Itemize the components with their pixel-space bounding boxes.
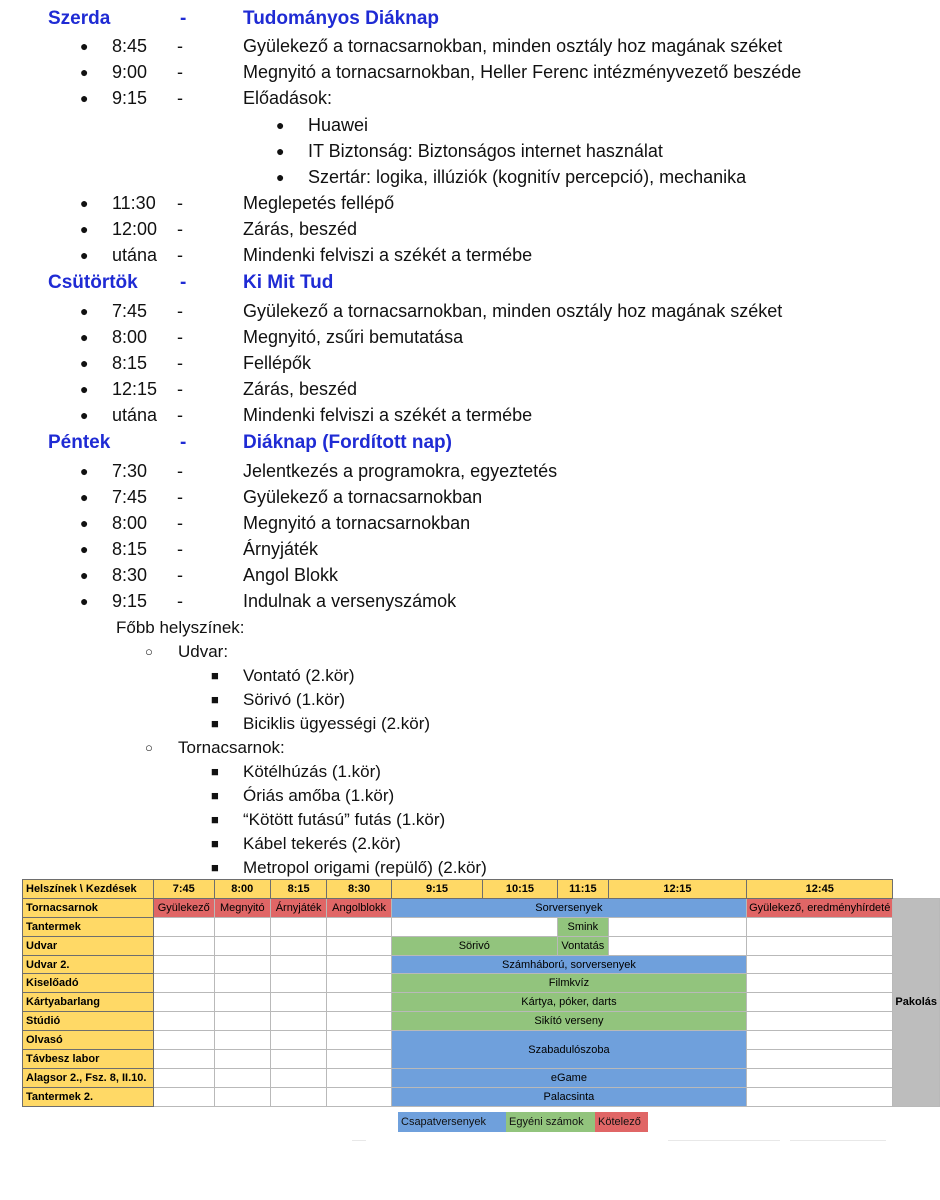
event-cell: Vontatás <box>557 936 608 955</box>
item-desc: Angol Blokk <box>243 565 339 585</box>
row-label: Kiselőadó <box>23 974 154 993</box>
event-cell: Szabadulószoba <box>391 1031 746 1069</box>
row-label: Tantermek 2. <box>23 1087 154 1106</box>
empty-cell <box>327 974 391 993</box>
event-cell: eGame <box>391 1068 746 1087</box>
empty-cell <box>214 1012 270 1031</box>
time-header: 7:45 <box>153 880 214 899</box>
item-dash: - <box>177 513 183 533</box>
empty-cell <box>747 1087 893 1106</box>
item-dash: - <box>177 88 183 108</box>
legend-individual: Egyéni számok <box>506 1112 595 1132</box>
empty-cell <box>214 1050 270 1069</box>
location-item-name: Vontató (2.kör) <box>243 666 355 685</box>
empty-cell <box>214 1068 270 1087</box>
location-item-name: Metropol origami (repülő) (2.kör) <box>243 858 487 877</box>
empty-cell <box>214 1087 270 1106</box>
lecture-desc: Szertár: logika, illúziók (kognitív percepció), mechanika <box>308 167 747 187</box>
timetable-header-row <box>23 880 940 899</box>
item-dash: - <box>177 405 183 425</box>
square-bullet-icon: ■ <box>211 812 219 827</box>
empty-cell <box>214 936 270 955</box>
empty-cell <box>747 936 893 955</box>
item-dash: - <box>177 245 183 265</box>
row-label: Udvar 2. <box>23 955 154 974</box>
event-cell: Smink <box>557 917 608 936</box>
empty-cell <box>270 1087 326 1106</box>
item-desc: Jelentkezés a programokra, egyeztetés <box>243 461 558 481</box>
item-desc: Megnyitó a tornacsarnokban <box>243 513 471 533</box>
location-item-name: Kötélhúzás (1.kör) <box>243 762 381 781</box>
empty-cell <box>327 1050 391 1069</box>
bullet-icon: ● <box>80 567 89 583</box>
square-bullet-icon: ■ <box>211 716 219 731</box>
table-row <box>23 936 940 955</box>
lecture-desc: IT Biztonság: Biztonságos internet használat <box>308 141 663 161</box>
event-cell: Sikító verseny <box>391 1012 746 1031</box>
item-time: 8:00 <box>112 327 148 347</box>
event-cell: Kártya, póker, darts <box>391 993 746 1012</box>
item-time: 12:00 <box>112 219 158 239</box>
empty-cell <box>214 955 270 974</box>
item-dash: - <box>177 36 183 56</box>
timetable-corner: Helszínek \ Kezdések <box>23 880 154 899</box>
empty-cell <box>391 917 557 936</box>
timetable <box>22 879 940 1107</box>
empty-cell <box>747 1068 893 1087</box>
day-name: Csütörtök <box>48 272 138 293</box>
day-dash: - <box>180 8 187 29</box>
item-time: 9:15 <box>112 591 148 611</box>
table-row <box>23 974 940 993</box>
bullet-icon: ● <box>80 515 89 531</box>
empty-cell <box>747 1050 893 1069</box>
empty-cell <box>153 936 214 955</box>
bullet-icon: ● <box>276 169 285 185</box>
empty-cell <box>327 1068 391 1087</box>
empty-cell <box>153 993 214 1012</box>
item-desc: Mindenki felviszi a székét a termébe <box>243 405 533 425</box>
event-cell: Filmkvíz <box>391 974 746 993</box>
empty-cell <box>270 1068 326 1087</box>
empty-cell <box>153 1031 214 1050</box>
item-desc: Gyülekező a tornacsarnokban, minden osztály hoz magának széket <box>243 36 783 56</box>
square-bullet-icon: ■ <box>211 668 219 683</box>
event-cell: Árnyjáték <box>270 898 326 917</box>
location-item-name: Óriás amőba (1.kör) <box>243 786 395 805</box>
item-time: 8:45 <box>112 36 148 56</box>
item-time: utána <box>112 245 158 265</box>
row-label: Tantermek <box>23 917 154 936</box>
empty-cell <box>327 1012 391 1031</box>
legend-mandatory: Kötelező <box>595 1112 648 1132</box>
item-dash: - <box>177 62 183 82</box>
item-time: 11:30 <box>112 193 156 213</box>
item-time: 7:45 <box>112 301 148 321</box>
item-desc: Meglepetés fellépő <box>243 193 395 213</box>
item-dash: - <box>177 565 183 585</box>
empty-cell <box>270 1012 326 1031</box>
location-group-name: Udvar: <box>178 642 229 661</box>
time-header: 9:15 <box>391 880 482 899</box>
bullet-icon: ● <box>80 463 89 479</box>
item-desc: Zárás, beszéd <box>243 219 358 239</box>
day-name: Péntek <box>48 432 111 453</box>
day-title: Ki Mit Tud <box>243 272 334 293</box>
empty-cell <box>270 974 326 993</box>
bullet-icon: ● <box>80 195 89 211</box>
square-bullet-icon: ■ <box>211 788 219 803</box>
divider <box>668 1140 780 1141</box>
bullet-icon: ● <box>80 38 89 54</box>
bullet-icon: ● <box>80 221 89 237</box>
empty-cell <box>327 1031 391 1050</box>
event-cell: Számháború, sorversenyek <box>391 955 746 974</box>
bullet-icon: ● <box>80 489 89 505</box>
item-time: 8:00 <box>112 513 148 533</box>
lecture-desc: Huawei <box>308 115 369 135</box>
table-row <box>23 993 940 1012</box>
day-title: Diáknap (Fordított nap) <box>243 432 452 453</box>
event-cell: Gyülekező <box>153 898 214 917</box>
item-desc: Megnyitó, zsűri bemutatása <box>243 327 464 347</box>
empty-cell <box>747 993 893 1012</box>
item-dash: - <box>177 301 183 321</box>
empty-cell <box>270 955 326 974</box>
location-item-name: Sörivó (1.kör) <box>243 690 346 709</box>
time-header: 12:15 <box>608 880 746 899</box>
legend-team: Csapatversenyek <box>398 1112 506 1132</box>
bullet-icon: ● <box>80 355 89 371</box>
empty-cell <box>327 936 391 955</box>
location-item-name: Biciklis ügyességi (2.kör) <box>243 714 431 733</box>
item-dash: - <box>177 219 183 239</box>
table-row <box>23 1031 940 1050</box>
empty-cell <box>153 917 214 936</box>
bullet-icon: ● <box>80 541 89 557</box>
event-cell: Sorversenyek <box>391 898 746 917</box>
item-desc: Gyülekező a tornacsarnokban <box>243 487 483 507</box>
item-desc: Előadások: <box>243 88 333 108</box>
location-item-name: Kábel tekerés (2.kör) <box>243 834 401 853</box>
item-time: 7:45 <box>112 487 148 507</box>
item-desc: Árnyjáték <box>243 539 319 559</box>
bullet-icon: ● <box>80 381 89 397</box>
circle-bullet-icon: ○ <box>145 644 153 659</box>
event-cell: Megnyitó <box>214 898 270 917</box>
item-time: 8:15 <box>112 539 148 559</box>
square-bullet-icon: ■ <box>211 860 219 875</box>
item-dash: - <box>177 193 183 213</box>
item-time: 8:15 <box>112 353 148 373</box>
empty-cell <box>153 974 214 993</box>
time-header: 8:30 <box>327 880 391 899</box>
empty-cell <box>153 955 214 974</box>
empty-cell <box>270 917 326 936</box>
day-title: Tudományos Diáknap <box>243 8 440 29</box>
item-desc: Zárás, beszéd <box>243 379 358 399</box>
item-time: 8:30 <box>112 565 148 585</box>
empty-cell <box>153 1050 214 1069</box>
empty-cell <box>608 936 746 955</box>
time-header: 11:15 <box>557 880 608 899</box>
empty-cell <box>608 917 746 936</box>
item-time: utána <box>112 405 158 425</box>
item-desc: Gyülekező a tornacsarnokban, minden osztály hoz magának széket <box>243 301 783 321</box>
item-dash: - <box>177 591 183 611</box>
row-label: Távbesz labor <box>23 1050 154 1069</box>
empty-cell <box>214 917 270 936</box>
item-dash: - <box>177 379 183 399</box>
empty-cell <box>214 1031 270 1050</box>
empty-cell <box>747 955 893 974</box>
event-cell: Palacsinta <box>391 1087 746 1106</box>
item-dash: - <box>177 327 183 347</box>
empty-cell <box>747 1031 893 1050</box>
item-desc: Indulnak a versenyszámok <box>243 591 457 611</box>
item-time: 7:30 <box>112 461 148 481</box>
bullet-icon: ● <box>80 303 89 319</box>
location-item-name: “Kötött futású” futás (1.kör) <box>243 810 446 829</box>
item-dash: - <box>177 487 183 507</box>
divider <box>352 1140 366 1141</box>
bullet-icon: ● <box>80 247 89 263</box>
event-cell: Angolblokk <box>327 898 391 917</box>
item-time: 12:15 <box>112 379 158 399</box>
event-cell: Gyülekező, eredményhírdeté <box>747 898 893 917</box>
empty-cell <box>327 993 391 1012</box>
day-name: Szerda <box>48 8 111 29</box>
empty-cell <box>214 993 270 1012</box>
bullet-icon: ● <box>80 593 89 609</box>
locations-heading: Főbb helyszínek: <box>116 618 245 637</box>
bullet-icon: ● <box>80 329 89 345</box>
time-header: 8:15 <box>270 880 326 899</box>
item-desc: Fellépők <box>243 353 312 373</box>
circle-bullet-icon: ○ <box>145 740 153 755</box>
item-desc: Mindenki felviszi a székét a termébe <box>243 245 533 265</box>
empty-cell <box>270 1031 326 1050</box>
table-row <box>23 898 940 917</box>
time-header: 8:00 <box>214 880 270 899</box>
time-header: 10:15 <box>483 880 558 899</box>
row-label: Udvar <box>23 936 154 955</box>
empty-cell <box>327 917 391 936</box>
item-dash: - <box>177 539 183 559</box>
item-dash: - <box>177 353 183 373</box>
empty-cell <box>270 993 326 1012</box>
bullet-icon: ● <box>276 117 285 133</box>
event-cell: Sörivó <box>391 936 557 955</box>
day-dash: - <box>180 432 187 453</box>
empty-cell <box>270 936 326 955</box>
bullet-icon: ● <box>80 407 89 423</box>
empty-cell <box>747 917 893 936</box>
divider <box>790 1140 886 1141</box>
square-bullet-icon: ■ <box>211 692 219 707</box>
time-header: 12:45 <box>747 880 893 899</box>
table-row <box>23 955 940 974</box>
item-time: 9:00 <box>112 62 148 82</box>
row-label: Tornacsarnok <box>23 898 154 917</box>
table-row <box>23 1087 940 1106</box>
closing-cell: Pakolás <box>893 898 940 1106</box>
table-row <box>23 917 940 936</box>
empty-cell <box>747 974 893 993</box>
empty-cell <box>747 1012 893 1031</box>
square-bullet-icon: ■ <box>211 836 219 851</box>
bullet-icon: ● <box>80 90 89 106</box>
empty-cell <box>153 1012 214 1031</box>
empty-cell <box>153 1068 214 1087</box>
row-label: Olvasó <box>23 1031 154 1050</box>
empty-cell <box>214 974 270 993</box>
table-row <box>23 1012 940 1031</box>
item-dash: - <box>177 461 183 481</box>
row-label: Alagsor 2., Fsz. 8, II.10. <box>23 1068 154 1087</box>
square-bullet-icon: ■ <box>211 764 219 779</box>
empty-cell <box>153 1087 214 1106</box>
row-label: Stúdió <box>23 1012 154 1031</box>
row-label: Kártyabarlang <box>23 993 154 1012</box>
item-time: 9:15 <box>112 88 148 108</box>
day-dash: - <box>180 272 187 293</box>
empty-cell <box>270 1050 326 1069</box>
empty-cell <box>327 955 391 974</box>
table-row <box>23 1068 940 1087</box>
location-group-name: Tornacsarnok: <box>178 738 285 757</box>
bullet-icon: ● <box>276 143 285 159</box>
bullet-icon: ● <box>80 64 89 80</box>
empty-cell <box>327 1087 391 1106</box>
item-desc: Megnyitó a tornacsarnokban, Heller Ferenc intézményvezető beszéde <box>243 62 802 82</box>
